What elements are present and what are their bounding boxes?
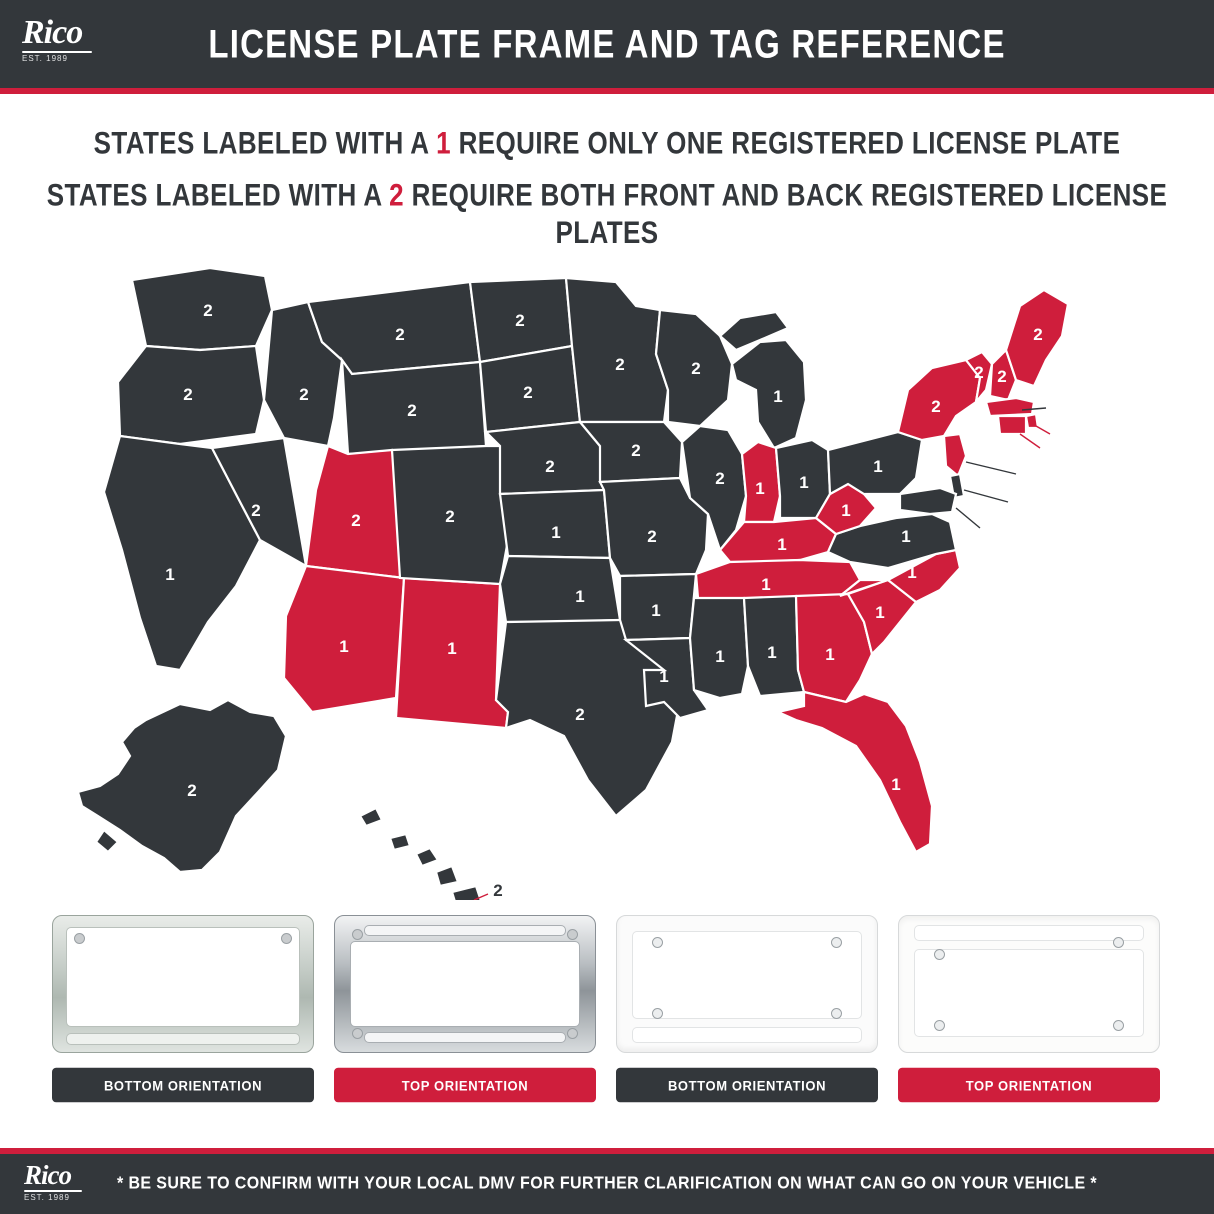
state-label-SC: 1	[875, 603, 885, 622]
brand-logo-established: EST. 1989	[22, 54, 68, 63]
frame-2-screw-bottom-right	[567, 1028, 578, 1039]
frame-1-screw-top-left	[74, 933, 85, 944]
state-NJ	[944, 434, 966, 476]
license-plate-frame-1	[52, 915, 314, 1053]
legend-line-two-plates	[0, 177, 1214, 251]
footer-brand-wordmark: Rico	[24, 1160, 71, 1190]
state-label-CO: 2	[445, 507, 455, 526]
footer-brand-logo	[24, 1162, 112, 1202]
license-plate-frame-2	[334, 915, 596, 1053]
brand-logo-underline	[22, 51, 92, 53]
frame-1-screw-top-right	[281, 933, 292, 944]
state-label-DE: 1	[1013, 489, 1023, 508]
state-label-WV: 1	[841, 501, 851, 520]
frame-2-screw-top-left	[352, 929, 363, 940]
state-label-FL: 1	[891, 775, 901, 794]
state-OK	[500, 556, 620, 622]
frame-4-screw-top-left	[934, 949, 945, 960]
frame-2-screw-bottom-left	[352, 1028, 363, 1039]
state-label-OK: 1	[575, 587, 585, 606]
frame-3-screw-bottom-right	[831, 1008, 842, 1019]
page-title: LICENSE PLATE FRAME AND TAG REFERENCE	[208, 20, 1006, 66]
frame-4-screw-bottom-left	[934, 1020, 945, 1031]
state-label-AZ: 1	[339, 637, 349, 656]
frame-samples	[0, 915, 1214, 1115]
frame-1-orientation-tag: BOTTOM ORIENTATION	[52, 1068, 314, 1103]
state-CT	[998, 416, 1026, 434]
state-label-IL: 2	[715, 469, 725, 488]
state-FL	[778, 692, 932, 852]
legend-line-one-plate	[0, 125, 1214, 162]
usa-map	[60, 250, 1160, 900]
brand-logo	[22, 16, 114, 74]
state-label-NM: 1	[447, 639, 457, 658]
state-label-ID: 2	[299, 385, 309, 404]
state-label-UT: 2	[351, 511, 361, 530]
state-label-LA: 1	[659, 667, 669, 686]
frame-4-window	[914, 949, 1144, 1037]
frame-4-screw-bottom-right	[1113, 1020, 1124, 1031]
state-WA	[132, 268, 272, 350]
footer-brand-underline	[24, 1190, 82, 1192]
state-AK	[78, 700, 286, 872]
frame-4-screw-top-right	[1113, 937, 1124, 948]
state-label-WA: 2	[203, 301, 213, 320]
leader-line-NJ	[966, 462, 1016, 474]
frame-card-2[interactable]	[334, 915, 596, 1101]
legend-text	[0, 124, 1214, 269]
frame-3-bottom-bar	[632, 1027, 862, 1043]
state-label-AK: 2	[187, 781, 197, 800]
legend-line2-number: 2	[389, 176, 405, 213]
state-label-AL: 1	[767, 643, 777, 662]
state-label-NY: 2	[931, 397, 941, 416]
frame-2-bottom-bar	[364, 1032, 566, 1043]
state-label-GA: 1	[825, 645, 835, 664]
state-label-NV: 2	[251, 501, 261, 520]
frame-4-orientation-tag: TOP ORIENTATION	[898, 1068, 1160, 1103]
state-label-MT: 2	[395, 325, 405, 344]
state-label-CT: 2	[1045, 435, 1055, 454]
state-label-KY: 1	[777, 535, 787, 554]
state-label-MD: 2	[985, 517, 995, 536]
state-label-NJ: 2	[1021, 461, 1031, 480]
footer-disclaimer: * BE SURE TO CONFIRM WITH YOUR LOCAL DMV FOR FURTHER CLARIFICATION ON WHAT CAN GO ON YOUR VEHICLE *	[116, 1173, 1098, 1193]
license-plate-frame-4	[898, 915, 1160, 1053]
state-label-CA: 1	[165, 565, 175, 584]
state-label-MN: 2	[615, 355, 625, 374]
state-label-TN: 1	[761, 575, 771, 594]
frame-2-orientation-tag: TOP ORIENTATION	[334, 1068, 596, 1103]
brand-logo-wordmark: Rico	[22, 14, 83, 51]
state-label-PA: 1	[873, 457, 883, 476]
frame-2-top-bar	[364, 925, 566, 936]
state-label-RI: 2	[1053, 421, 1063, 440]
frame-2-window	[350, 941, 580, 1027]
state-MD	[900, 488, 956, 514]
frame-2-screw-top-right	[567, 929, 578, 940]
frame-4-top-bar	[914, 925, 1144, 941]
state-label-NC: 1	[907, 563, 917, 582]
frame-card-3[interactable]	[616, 915, 878, 1101]
state-label-HI: 2	[493, 881, 503, 900]
frame-3-screw-bottom-left	[652, 1008, 663, 1019]
footer-brand-established: EST. 1989	[24, 1193, 70, 1202]
state-label-ME: 2	[1033, 325, 1043, 344]
state-label-WY: 2	[407, 401, 417, 420]
state-label-TX: 2	[575, 705, 585, 724]
legend-line1-before: STATES LABELED WITH A	[93, 124, 429, 161]
state-label-WI: 2	[691, 359, 701, 378]
state-label-OR: 2	[183, 385, 193, 404]
leader-line-DE	[964, 490, 1008, 502]
frame-3-screw-top-left	[652, 937, 663, 948]
state-label-MS: 1	[715, 647, 725, 666]
state-label-MA: 2	[1050, 393, 1060, 412]
state-label-SD: 2	[523, 383, 533, 402]
frame-3-window	[632, 931, 862, 1019]
state-label-IN: 1	[755, 479, 765, 498]
state-label-OH: 1	[799, 473, 809, 492]
frame-3-screw-top-right	[831, 937, 842, 948]
state-label-IA: 2	[631, 441, 641, 460]
leader-line-MD	[956, 508, 980, 528]
leader-line-CT	[1020, 434, 1040, 448]
state-MN	[566, 278, 668, 422]
state-label-NE: 2	[545, 457, 555, 476]
legend-line1-number: 1	[436, 124, 451, 161]
state-label-VT: 2	[974, 363, 984, 382]
leader-line-RI	[1036, 426, 1050, 434]
legend-line2-before: STATES LABELED WITH A	[46, 176, 382, 213]
state-label-VA: 1	[901, 527, 911, 546]
page-footer	[0, 1154, 1214, 1214]
state-label-AR: 1	[651, 601, 661, 620]
frame-card-4[interactable]	[898, 915, 1160, 1101]
license-plate-frame-3	[616, 915, 878, 1053]
frame-1-bottom-bar	[66, 1033, 300, 1045]
state-MA	[986, 398, 1034, 416]
state-label-KS: 1	[551, 523, 561, 542]
frame-card-1[interactable]	[52, 915, 314, 1101]
legend-line1-after: REQUIRE ONLY ONE REGISTERED LICENSE PLATE	[458, 124, 1121, 161]
state-label-NH: 2	[997, 367, 1007, 386]
state-MI	[720, 312, 806, 448]
state-label-ND: 2	[515, 311, 525, 330]
frame-3-orientation-tag: BOTTOM ORIENTATION	[616, 1068, 878, 1103]
frame-1-window	[66, 927, 300, 1027]
page-header	[0, 0, 1214, 88]
legend-line2-after: REQUIRE BOTH FRONT AND BACK REGISTERED LICENSE PLATES	[411, 176, 1168, 250]
state-HI	[360, 808, 484, 900]
header-divider	[0, 88, 1214, 94]
state-label-MI: 1	[773, 387, 783, 406]
state-label-MO: 2	[647, 527, 657, 546]
